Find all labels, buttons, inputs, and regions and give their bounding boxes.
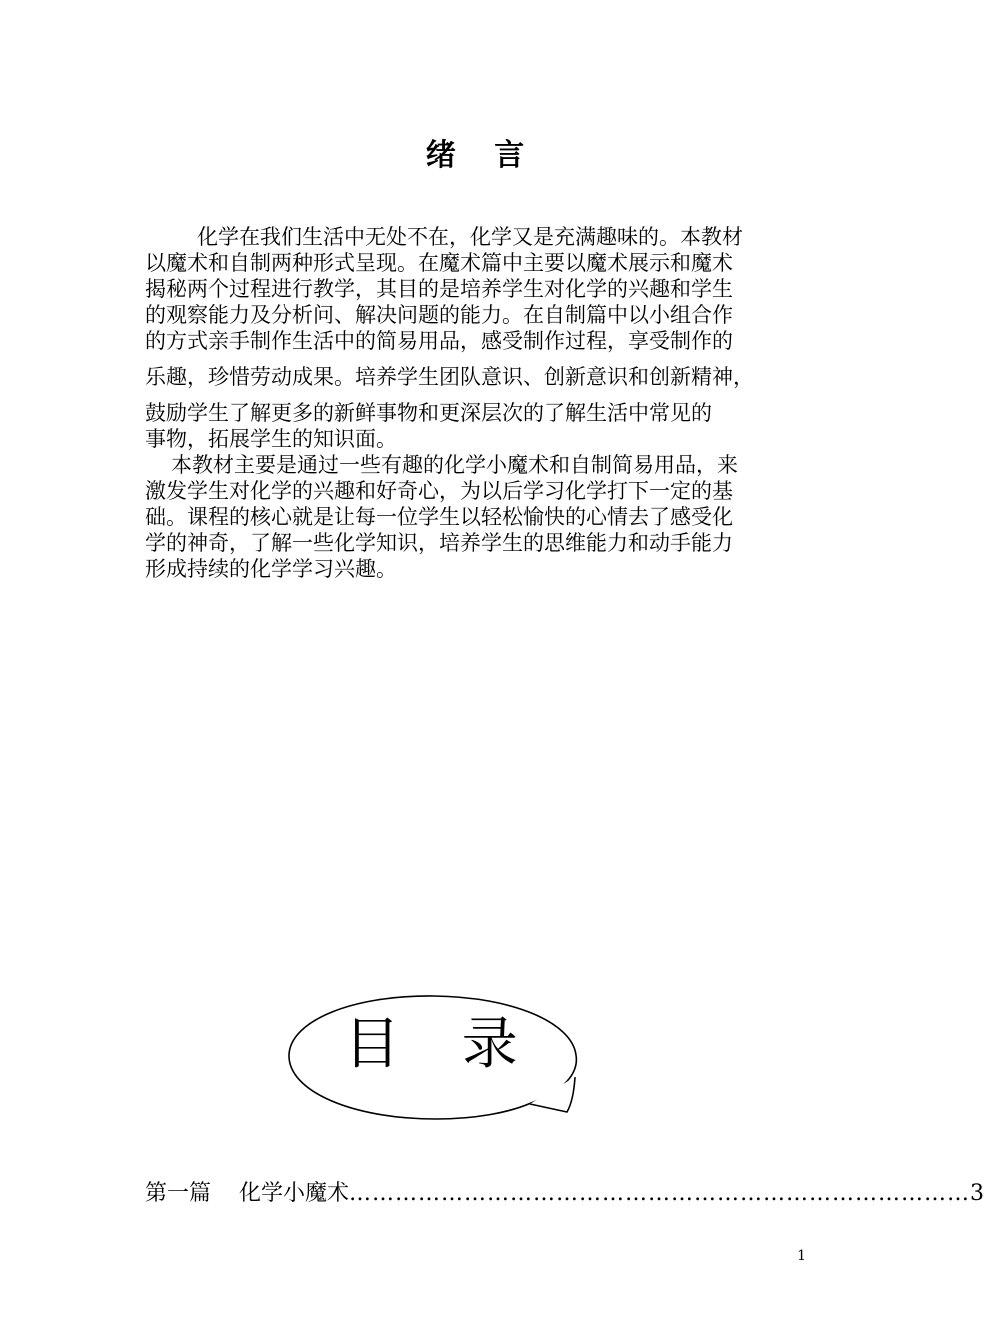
preface-line: 鼓励学生了解更多的新鲜事物和更深层次的了解生活中常见的 xyxy=(145,401,712,425)
toc-title: 目 录 xyxy=(344,1012,540,1077)
toc-entry[interactable] xyxy=(145,1179,984,1209)
preface-line: 化学在我们生活中无处不在，化学又是充满趣味的。本教材 xyxy=(197,225,743,249)
preface-line: 学的神奇，了解一些化学知识，培养学生的思维能力和动手能力 xyxy=(145,531,733,555)
preface-line: 本教材主要是通过一些有趣的化学小魔术和自制简易用品，来 xyxy=(171,453,738,477)
toc-entry-title: 化学小魔术 xyxy=(239,1181,350,1206)
toc-entry-page: 3 xyxy=(970,1181,984,1206)
preface-line: 形成持续的化学学习兴趣。 xyxy=(145,557,397,581)
preface-line: 以魔术和自制两种形式呈现。在魔术篇中主要以魔术展示和魔术 xyxy=(145,251,733,275)
preface-line: 的观察能力及分析问、解决问题的能力。在自制篇中以小组合作 xyxy=(145,303,733,327)
page-number: 1 xyxy=(797,1248,806,1264)
toc-entry-leader: ……………………………………………………………………… xyxy=(349,1181,971,1206)
preface-body xyxy=(145,224,807,582)
preface-title: 绪 言 xyxy=(425,138,539,173)
preface-line: 激发学生对化学的兴趣和好奇心，为以后学习化学打下一定的基 xyxy=(145,479,733,503)
preface-line: 础。课程的核心就是让每一位学生以轻松愉快的心情去了感受化 xyxy=(145,505,733,529)
preface-line: 事物，拓展学生的知识面。 xyxy=(145,427,397,451)
preface-line: 乐趣，珍惜劳动成果。培养学生团队意识、创新意识和创新精神， xyxy=(145,365,754,389)
toc-entry-part: 第一篇 xyxy=(145,1181,212,1206)
preface-line: 揭秘两个过程进行教学，其目的是培养学生对化学的兴趣和学生 xyxy=(145,277,733,301)
preface-line: 的方式亲手制作生活中的简易用品，感受制作过程，享受制作的 xyxy=(145,329,733,353)
